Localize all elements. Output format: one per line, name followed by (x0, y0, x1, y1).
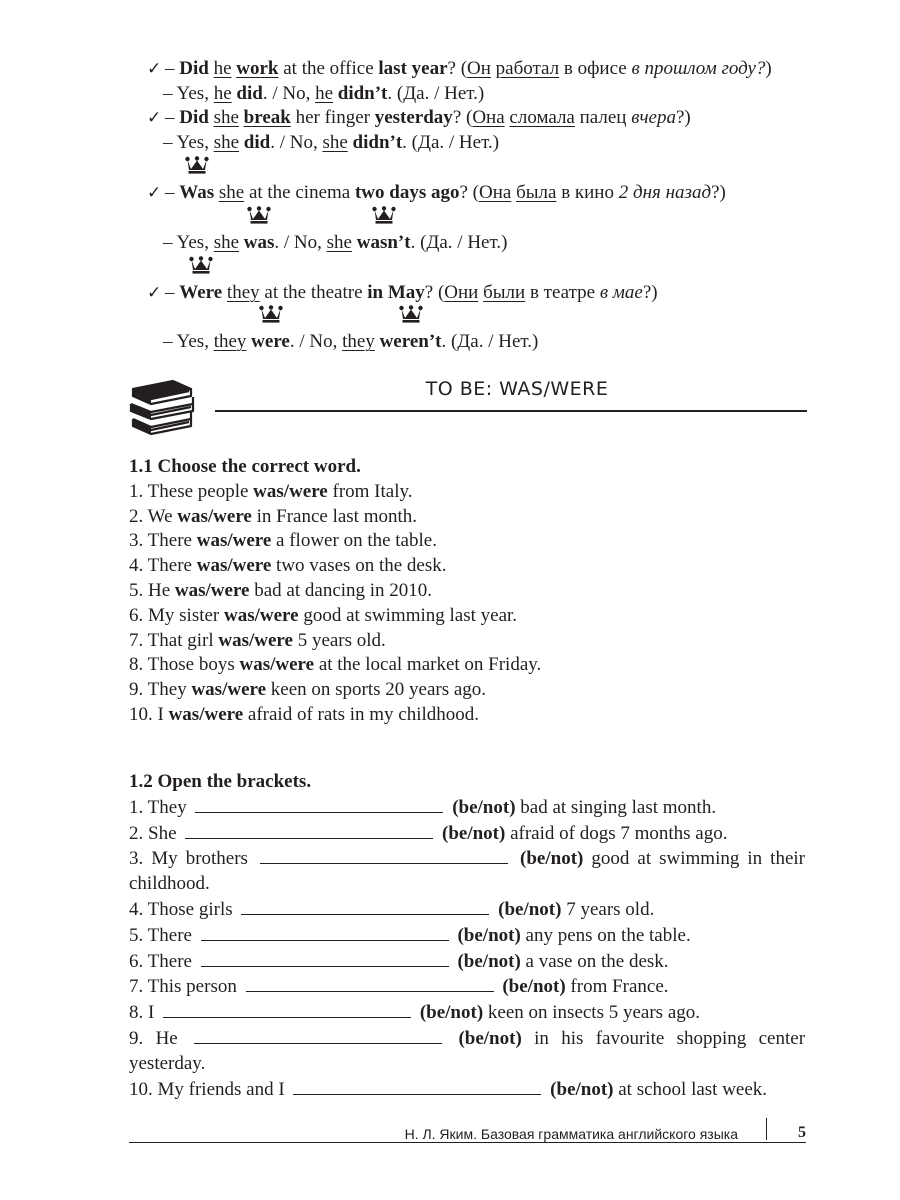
choice-option: was/were (218, 629, 293, 651)
footer-divider (766, 1118, 767, 1140)
example-answer-2: – Yes, she did. / No, she didn’t. (Да. / Нет.) (163, 132, 500, 153)
exercise-item: 1. They (be/not) bad at singing last month. (129, 796, 717, 818)
answer-blank[interactable] (194, 1026, 442, 1044)
exercise-1-2 (129, 770, 805, 1102)
exercise-item: 2. We was/were in France last month. (129, 505, 418, 527)
crown-icon (247, 206, 271, 224)
answer-blank[interactable] (185, 821, 433, 839)
answer-blank[interactable] (201, 923, 449, 941)
exercise-item: 4. There was/were two vases on the desk. (129, 555, 447, 577)
exercise-item: 9. They was/were keen on sports 20 years ago. (129, 679, 487, 701)
exercise-item: 6. My sister was/were good at swimming last year. (129, 604, 518, 626)
verb-hint: (be/not) (520, 848, 584, 870)
verb-hint: (be/not) (498, 898, 562, 920)
checkmark-icon: ✓ (147, 283, 162, 303)
exercise-1-1 (129, 455, 805, 728)
verb-hint: (be/not) (502, 976, 566, 998)
choice-option: was/were (196, 555, 272, 577)
example-answer-1: – Yes, he did. / No, he didn’t. (Да. / Нет.) (163, 83, 485, 104)
example-answer-4: – Yes, they were. / No, they weren’t. (Да. / Нет.) (163, 330, 538, 355)
verb-hint: (be/not) (442, 822, 506, 844)
exercise-item: 5. He was/were bad at dancing in 2010. (129, 579, 433, 601)
exercise-item: 10. I was/were afraid of rats in my childhood. (129, 703, 480, 725)
verb-hint: (be/not) (550, 1078, 614, 1100)
exercise-item: 10. My friends and I (be/not) at school last week. (129, 1078, 768, 1100)
exercise-item: 7. That girl was/were 5 years old. (129, 629, 386, 651)
exercise-item: 1. These people was/were from Italy. (129, 480, 413, 502)
answer-blank[interactable] (163, 1000, 411, 1018)
crown-icon (185, 156, 209, 174)
answer-blank[interactable] (293, 1077, 541, 1095)
answer-blank[interactable] (260, 846, 508, 864)
footer-rule (129, 1142, 806, 1143)
title-divider (215, 410, 807, 412)
example-question-4: ✓ – Were they at the theatre in May? (Они были в театре в мае?) (147, 281, 658, 306)
footer-book-title: Н. Л. Яким. Базовая грамматика английского языка (404, 1126, 738, 1142)
choice-option: was/were (168, 703, 244, 725)
example-answer-3: – Yes, she was. / No, she wasn’t. (Да. / Нет.) (163, 231, 507, 256)
verb-hint: (be/not) (457, 924, 521, 946)
choice-option: was/were (196, 530, 272, 552)
exercise-item: 5. There (be/not) any pens on the table. (129, 924, 691, 946)
exercise-item: 4. Those girls (be/not) 7 years old. (129, 898, 655, 920)
answer-blank[interactable] (195, 795, 443, 813)
exercise-title: 1.1 Choose the correct word. (129, 456, 361, 477)
crown-icon (259, 305, 283, 323)
verb-hint: (be/not) (457, 950, 521, 972)
checkmark-icon: ✓ (147, 183, 162, 203)
crown-icon (372, 206, 396, 224)
exercise-item: 8. Those boys was/were at the local market on Friday. (129, 654, 542, 676)
example-question-1: ✓ – Did he work at the office last year? (Он работал в офисе в прошлом году?) (147, 57, 772, 82)
exercise-item: 7. This person (be/not) from France. (129, 976, 669, 998)
section-header (127, 375, 807, 445)
checkmark-icon: ✓ (147, 59, 162, 79)
verb-hint: (be/not) (419, 1002, 484, 1024)
page-number: 5 (798, 1124, 806, 1141)
exercise-item: 9. He (be/not) in his favourite shopping center yesterday. (129, 1027, 806, 1074)
choice-option: was/were (177, 505, 252, 527)
choice-option: was/were (239, 654, 315, 676)
crown-icon (399, 305, 423, 323)
verb-hint: (be/not) (452, 796, 516, 818)
crown-icon (189, 256, 213, 274)
section-title: TO BE: WAS/WERE (425, 378, 609, 400)
checkmark-icon: ✓ (147, 108, 162, 128)
exercise-item: 3. My brothers (be/not) good at swimming in their childhood. (129, 848, 806, 895)
verb-hint: (be/not) (458, 1027, 522, 1049)
choice-option: was/were (253, 480, 328, 502)
answer-blank[interactable] (241, 897, 489, 915)
page-footer (129, 1118, 806, 1148)
exercise-item: 3. There was/were a flower on the table. (129, 530, 437, 552)
choice-option: was/were (224, 604, 299, 626)
example-question-2: ✓ – Did she break her finger yesterday? (Она сломала палец вчера?) (147, 106, 691, 131)
exercise-item: 8. I (be/not) keen on insects 5 years ago. (129, 1002, 701, 1024)
example-question-3: ✓ – Was she at the cinema two days ago? (Она была в кино 2 дня назад?) (147, 181, 726, 206)
exercise-item: 6. There (be/not) a vase on the desk. (129, 950, 669, 972)
choice-option: was/were (191, 679, 267, 701)
exercise-item: 2. She (be/not) afraid of dogs 7 months ago. (129, 822, 728, 844)
choice-option: was/were (174, 579, 250, 601)
answer-blank[interactable] (246, 974, 494, 992)
answer-blank[interactable] (201, 949, 449, 967)
exercise-title: 1.2 Open the brackets. (129, 771, 312, 792)
